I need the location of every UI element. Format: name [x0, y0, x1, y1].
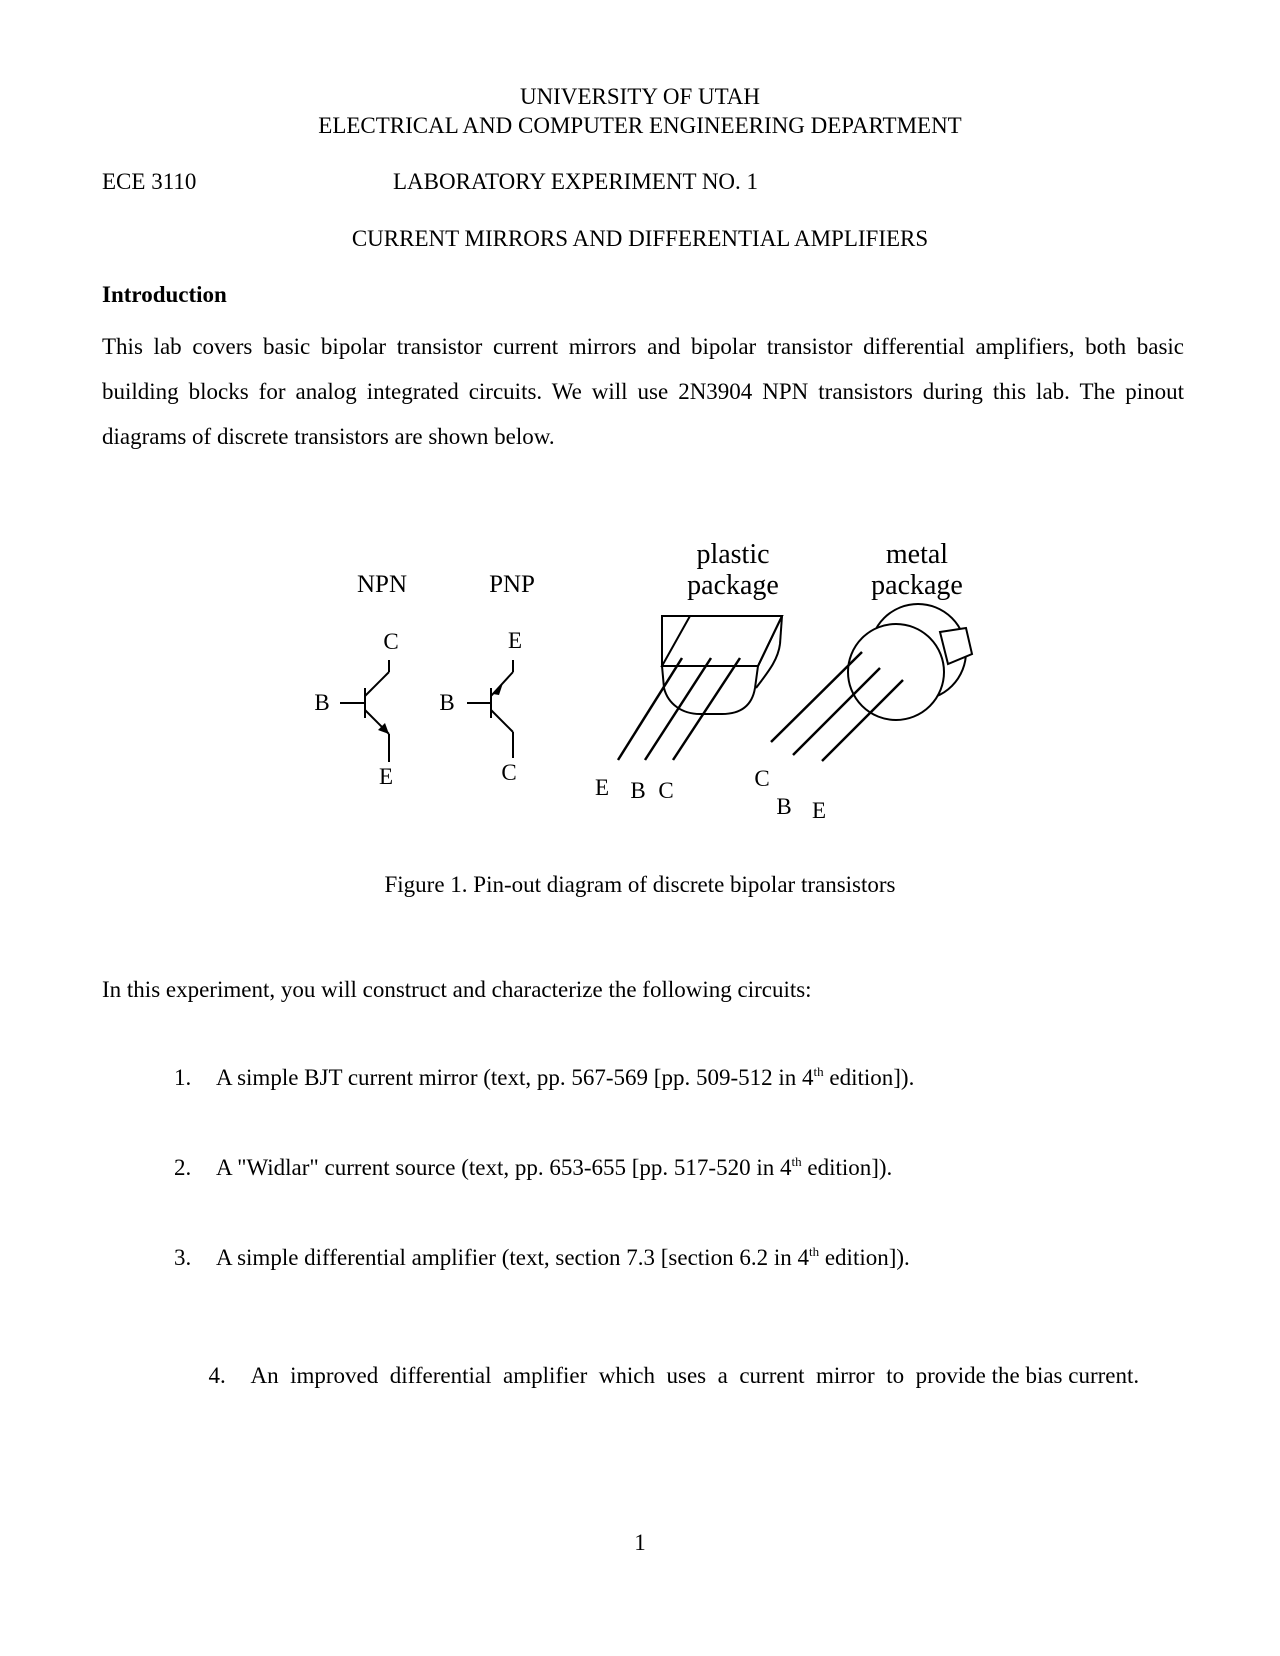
introduction-paragraph: This lab covers basic bipolar transistor current mirrors and bipolar transistor differential amplifiers, both basic building blocks for analog integrated circuits. We will use 2N3904 NPN transistors during this lab. The pinout diagrams of discrete transistors are shown below. [102, 334, 1184, 449]
list-item-number: 1. [174, 1065, 192, 1090]
university-name: UNIVERSITY OF UTAH [519, 84, 761, 109]
page-number: 1 [634, 1530, 646, 1555]
list-item-number: 2. [174, 1155, 192, 1180]
pnp-title: PNP [489, 571, 535, 598]
experiment-number: LABORATORY EXPERIMENT NO. 1 [393, 169, 759, 194]
list-item [174, 1244, 910, 1272]
npn-emitter-label: E [378, 764, 394, 789]
plastic-emitter-label: E [594, 775, 610, 800]
list-item-superscript: th [808, 1244, 820, 1259]
list-item-superscript: th [813, 1064, 824, 1079]
metal-base-label: B [776, 794, 792, 819]
plastic-base-label: B [630, 778, 646, 803]
plastic-package-drawing [662, 616, 782, 714]
introduction-heading: Introduction [102, 282, 227, 307]
list-item-number: 3. [174, 1245, 192, 1270]
metal-emitter-label: E [811, 798, 827, 823]
pnp-emitter-label: E [507, 628, 523, 653]
list-item-number: 4. [208, 1363, 226, 1388]
plastic-package-label-line1: plastic [696, 539, 770, 570]
course-code: ECE 3110 [102, 169, 197, 194]
pnp-transistor-symbol [467, 660, 513, 758]
list-item [174, 1154, 892, 1182]
list-item-text: A simple differential amplifier (text, section 7.3 [section 6.2 in 4 [216, 1245, 809, 1270]
list-item-text-end: edition]). [819, 1245, 910, 1270]
list-item-text: An improved differential amplifier which uses a current mirror to provide the bias current. [250, 1363, 1140, 1388]
list-item-text: A "Widlar" current source (text, pp. 653-655 [pp. 517-520 in 4 [216, 1155, 792, 1180]
pnp-base-label: B [439, 690, 455, 715]
pnp-collector-label: C [501, 760, 517, 785]
lab-title: CURRENT MIRRORS AND DIFFERENTIAL AMPLIFIERS [351, 226, 929, 251]
npn-transistor-symbol [340, 660, 389, 762]
list-item-superscript: th [791, 1154, 802, 1169]
metal-package-drawing [848, 604, 972, 720]
experiment-intro-text: In this experiment, you will construct and characterize the following circuits: [102, 977, 812, 1002]
metal-collector-label: C [754, 766, 770, 791]
npn-base-label: B [314, 690, 330, 715]
pnp-emitter-arrow [493, 683, 503, 695]
pinout-figure [0, 520, 1280, 850]
list-item-text: A simple BJT current mirror (text, pp. 567-569 [pp. 509-512 in 4 [216, 1065, 814, 1090]
list-item [174, 1334, 1139, 1418]
department-name: ELECTRICAL AND COMPUTER ENGINEERING DEPARTMENT [318, 113, 962, 138]
metal-package-label-line2: package [871, 570, 963, 601]
plastic-collector-label: C [658, 778, 674, 803]
plastic-package-label-line2: package [687, 570, 779, 601]
list-item-text-end: edition]). [801, 1155, 893, 1180]
npn-title: NPN [356, 571, 408, 598]
figure-caption: Figure 1. Pin-out diagram of discrete bipolar transistors [384, 872, 896, 897]
metal-package-label-line1: metal [885, 539, 949, 570]
npn-collector-label: C [383, 629, 399, 654]
list-item [174, 1064, 914, 1092]
list-item-text-end: edition]). [823, 1065, 915, 1090]
